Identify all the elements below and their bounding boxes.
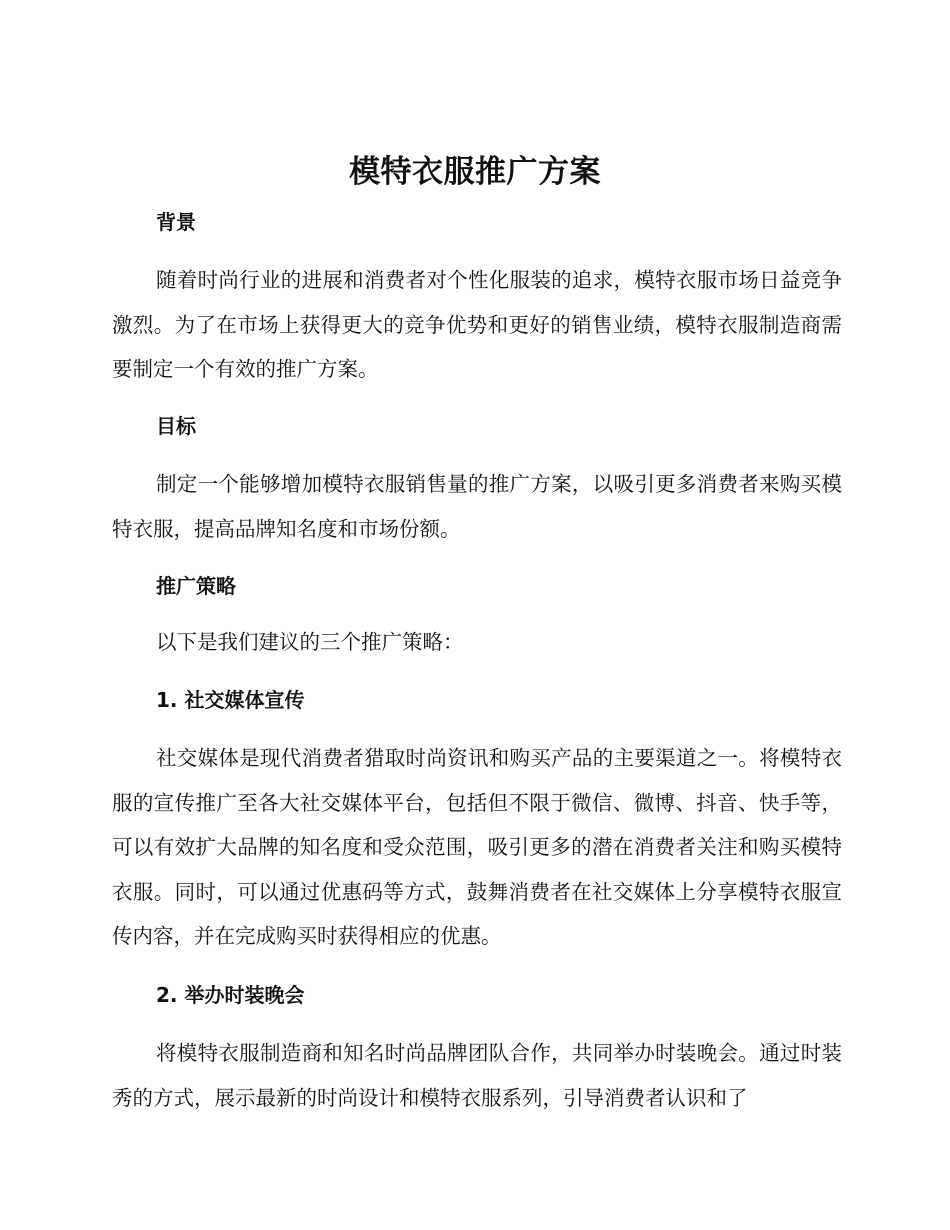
paragraph-background: 随着时尚行业的进展和消费者对个性化服装的追求，模特衣服市场日益竞争激烈。为了在市场上获得更大的竞争优势和更好的销售业绩，模特衣服制造商需要制定一个有效的推广方案。 [112,268,842,381]
paragraph-fashion-gala: 将模特衣服制造商和知名时尚品牌团队合作，共同举办时装晚会。通过时装秀的方式，展示最新的时尚设计和模特衣服系列，引导消费者认识和了 [112,1041,842,1110]
paragraph-social-media: 社交媒体是现代消费者猎取时尚资讯和购买产品的主要渠道之一。将模特衣服的宣传推广至各大社交媒体平台，包括但不限于微信、微博、抖音、快手等，可以有效扩大品牌的知名度和受众范围，吸引更多的潜在消费者关注和购买模特衣服。同时，可以通过优惠码等方式，鼓舞消费者在社交媒体上分享模特衣服宣传内容，并在完成购买时获得相应的优惠。 [112,746,842,948]
section-heading-background: 背景 [156,210,196,234]
section-heading-goal: 目标 [156,414,196,438]
subheading-social-media: 1. 社交媒体宣传 [156,688,305,712]
subheading-fashion-gala: 2. 举办时装晚会 [156,983,305,1007]
paragraph-strategy-intro: 以下是我们建议的三个推广策略： [156,630,464,654]
paragraph-goal: 制定一个能够增加模特衣服销售量的推广方案，以吸引更多消费者来购买模特衣服，提高品牌知名度和市场份额。 [112,472,842,541]
page-title: 模特衣服推广方案 [349,154,601,190]
section-heading-strategy: 推广策略 [156,574,236,598]
